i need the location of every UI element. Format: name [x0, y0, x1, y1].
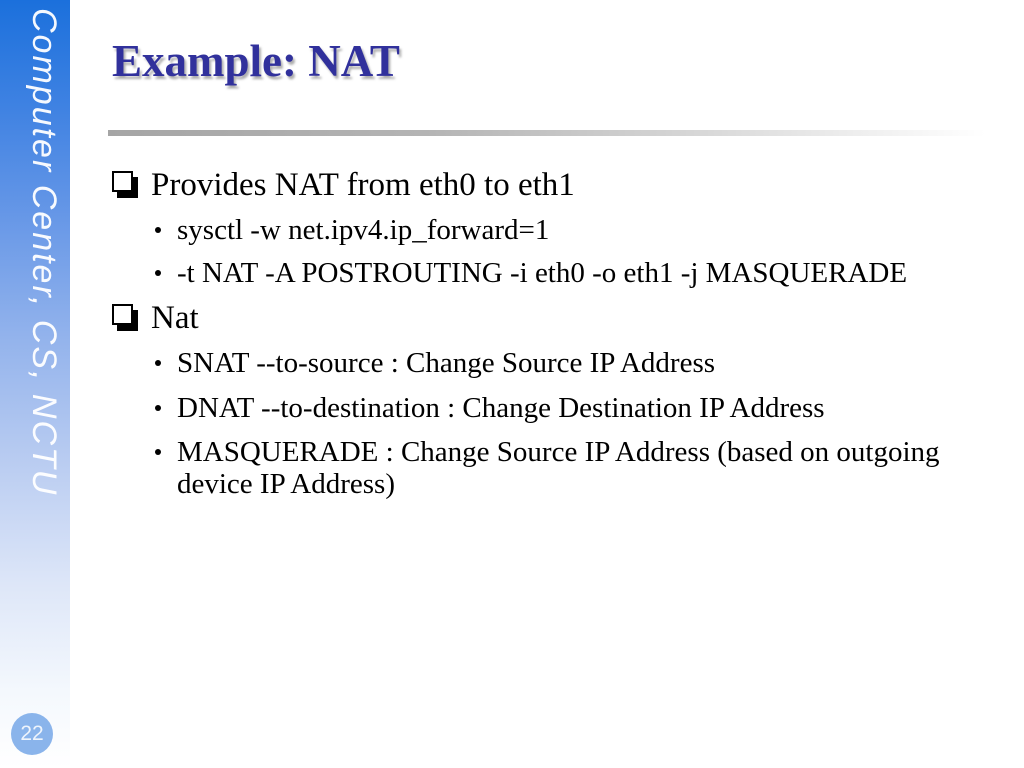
- sub-bullet-text: SNAT --to-source : Change Source IP Address: [177, 347, 716, 379]
- sidebar-vertical-text: Computer Center, CS, NCTU: [25, 8, 63, 497]
- sub-bullet-item: [155, 392, 825, 424]
- bullet-item: [112, 300, 199, 337]
- shadow-square-bullet-icon: [112, 171, 139, 199]
- dot-bullet-icon: [155, 449, 161, 455]
- sub-bullet-text: sysctl -w net.ipv4.ip_forward=1: [177, 214, 550, 246]
- sub-bullet-item: [155, 436, 967, 501]
- dot-bullet-icon: [155, 227, 161, 233]
- page-number: 22: [20, 722, 44, 745]
- page-number-badge: [11, 713, 53, 755]
- dot-bullet-icon: [155, 270, 161, 276]
- bullet-item: [112, 167, 575, 204]
- sub-bullet-text: DNAT --to-destination : Change Destination IP Address: [177, 392, 825, 424]
- bullet-text: Provides NAT from eth0 to eth1: [151, 167, 575, 203]
- sub-bullet-item: [155, 347, 715, 379]
- sub-bullet-item: [155, 257, 907, 289]
- sub-bullet-text: -t NAT -A POSTROUTING -i eth0 -o eth1 -j MASQUERADE: [177, 257, 908, 289]
- dot-bullet-icon: [155, 360, 161, 366]
- dot-bullet-icon: [155, 405, 161, 411]
- slide-title: Example: NAT: [112, 36, 400, 86]
- sub-bullet-text: MASQUERADE : Change Source IP Address (based on outgoing device IP Address): [177, 436, 940, 501]
- bullet-text: Nat: [151, 300, 199, 336]
- sub-bullet-item: [155, 214, 549, 246]
- shadow-square-bullet-icon: [112, 304, 139, 332]
- title-divider: [108, 130, 1013, 136]
- sidebar: [0, 0, 70, 768]
